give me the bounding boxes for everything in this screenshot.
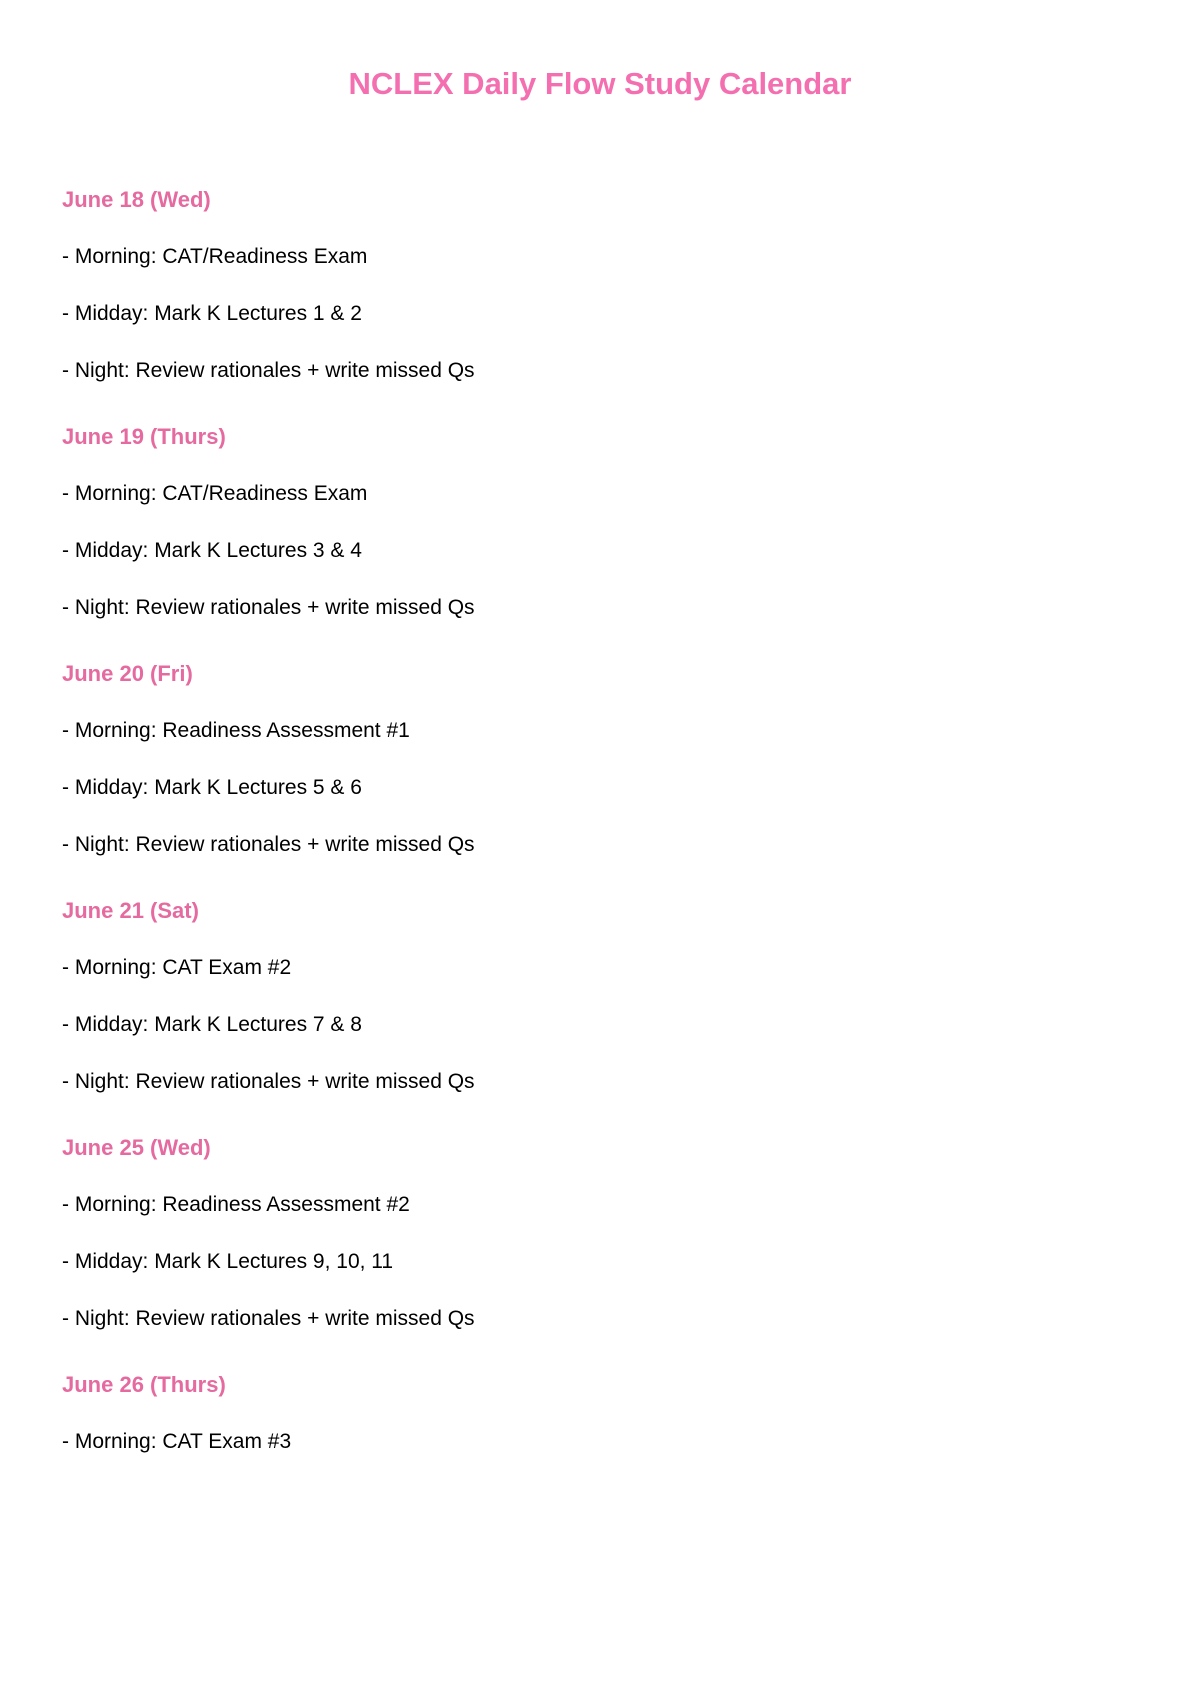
morning-entry: - Morning: CAT Exam #2 — [62, 956, 292, 979]
day-heading: June 19 (Thurs) — [62, 424, 226, 449]
night-entry: - Night: Review rationales + write missed Qs — [62, 596, 475, 619]
day-section — [62, 417, 1062, 628]
midday-entry: - Midday: Mark K Lectures 3 & 4 — [62, 539, 362, 562]
night-entry: - Night: Review rationales + write missed Qs — [62, 359, 475, 382]
day-heading: June 20 (Fri) — [62, 661, 193, 686]
day-heading: June 25 (Wed) — [62, 1135, 211, 1160]
day-section — [62, 1128, 1062, 1339]
midday-entry: - Midday: Mark K Lectures 1 & 2 — [62, 302, 362, 325]
morning-entry: - Morning: Readiness Assessment #1 — [62, 719, 410, 742]
day-section — [62, 1365, 1062, 1462]
morning-entry: - Morning: CAT/Readiness Exam — [62, 245, 368, 268]
day-section — [62, 891, 1062, 1102]
day-heading: June 21 (Sat) — [62, 898, 199, 923]
morning-entry: - Morning: CAT/Readiness Exam — [62, 482, 368, 505]
calendar-content — [62, 180, 1062, 1488]
morning-entry: - Morning: CAT Exam #3 — [62, 1430, 292, 1453]
night-entry: - Night: Review rationales + write missed Qs — [62, 1307, 475, 1330]
midday-entry: - Midday: Mark K Lectures 5 & 6 — [62, 776, 362, 799]
midday-entry: - Midday: Mark K Lectures 9, 10, 11 — [62, 1250, 394, 1273]
midday-entry: - Midday: Mark K Lectures 7 & 8 — [62, 1013, 362, 1036]
day-section — [62, 654, 1062, 865]
night-entry: - Night: Review rationales + write missed Qs — [62, 1070, 475, 1093]
day-section — [62, 180, 1062, 391]
day-heading: June 18 (Wed) — [62, 187, 211, 212]
morning-entry: - Morning: Readiness Assessment #2 — [62, 1193, 410, 1216]
document-title: NCLEX Daily Flow Study Calendar — [348, 66, 852, 101]
day-heading: June 26 (Thurs) — [62, 1372, 226, 1397]
night-entry: - Night: Review rationales + write missed Qs — [62, 833, 475, 856]
